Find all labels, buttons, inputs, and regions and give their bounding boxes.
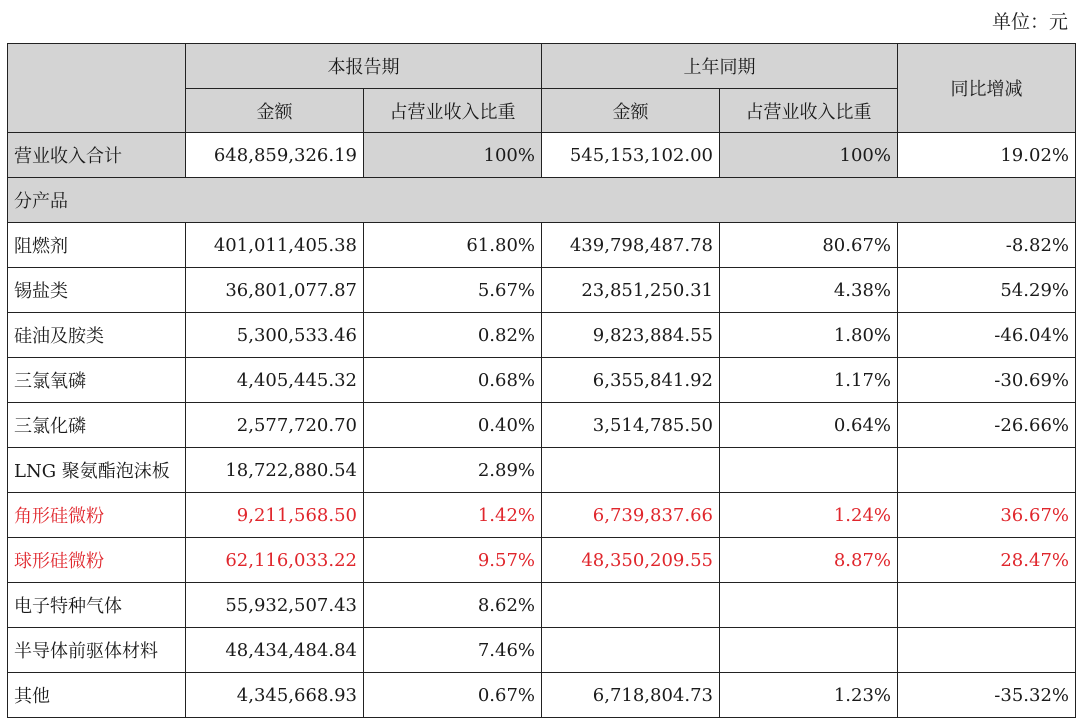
prior-amount: 439,798,487.78 (542, 223, 720, 268)
prior-amount: 23,851,250.31 (542, 268, 720, 313)
product-label: LNG 聚氨酯泡沫板 (8, 448, 186, 493)
yoy-change: -46.04% (898, 313, 1076, 358)
current-share: 0.82% (364, 313, 542, 358)
current-share: 61.80% (364, 223, 542, 268)
prior-share: 1.24% (720, 493, 898, 538)
table-row (8, 628, 1076, 673)
prior-share (720, 583, 898, 628)
current-amount: 18,722,880.54 (186, 448, 364, 493)
prior-share: 8.87% (720, 538, 898, 583)
prior-share: 1.80% (720, 313, 898, 358)
total-row (8, 133, 1076, 178)
current-share: 8.62% (364, 583, 542, 628)
table-row (8, 583, 1076, 628)
yoy-change: 28.47% (898, 538, 1076, 583)
table-row (8, 268, 1076, 313)
header-prior-share: 占营业收入比重 (720, 89, 898, 133)
current-amount: 55,932,507.43 (186, 583, 364, 628)
header-current-share: 占营业收入比重 (364, 89, 542, 133)
table-row (8, 538, 1076, 583)
current-share: 0.40% (364, 403, 542, 448)
product-label: 角形硅微粉 (8, 493, 186, 538)
table-row (8, 673, 1076, 718)
product-label: 硅油及胺类 (8, 313, 186, 358)
current-amount: 36,801,077.87 (186, 268, 364, 313)
product-label: 三氯化磷 (8, 403, 186, 448)
product-label: 锡盐类 (8, 268, 186, 313)
product-label: 三氯氧磷 (8, 358, 186, 403)
yoy-change (898, 628, 1076, 673)
current-share: 9.57% (364, 538, 542, 583)
product-label: 其他 (8, 673, 186, 718)
product-label: 阻燃剂 (8, 223, 186, 268)
yoy-change: -26.66% (898, 403, 1076, 448)
current-share: 0.68% (364, 358, 542, 403)
current-amount: 62,116,033.22 (186, 538, 364, 583)
current-share: 1.42% (364, 493, 542, 538)
total-prior-amount: 545,153,102.00 (542, 133, 720, 178)
current-share: 2.89% (364, 448, 542, 493)
product-label: 半导体前驱体材料 (8, 628, 186, 673)
total-current-amount: 648,859,326.19 (186, 133, 364, 178)
header-prior-amount: 金额 (542, 89, 720, 133)
current-amount: 4,405,445.32 (186, 358, 364, 403)
prior-amount: 6,739,837.66 (542, 493, 720, 538)
table-row (8, 358, 1076, 403)
section-row (8, 178, 1076, 223)
prior-amount: 6,355,841.92 (542, 358, 720, 403)
table-row (8, 313, 1076, 358)
product-label: 球形硅微粉 (8, 538, 186, 583)
prior-share (720, 628, 898, 673)
prior-share: 80.67% (720, 223, 898, 268)
prior-amount (542, 448, 720, 493)
yoy-change: -30.69% (898, 358, 1076, 403)
yoy-change (898, 583, 1076, 628)
prior-amount (542, 583, 720, 628)
product-label: 电子特种气体 (8, 583, 186, 628)
current-share: 5.67% (364, 268, 542, 313)
yoy-change: 54.29% (898, 268, 1076, 313)
prior-share: 0.64% (720, 403, 898, 448)
total-yoy: 19.02% (898, 133, 1076, 178)
yoy-change: 36.67% (898, 493, 1076, 538)
prior-amount: 9,823,884.55 (542, 313, 720, 358)
current-share: 0.67% (364, 673, 542, 718)
prior-amount (542, 628, 720, 673)
unit-label: 单位：元 (991, 11, 1068, 33)
header-corner-cell (8, 44, 186, 133)
header-current-period: 本报告期 (186, 44, 542, 89)
section-label: 分产品 (8, 178, 1076, 223)
yoy-change (898, 448, 1076, 493)
table-row (8, 403, 1076, 448)
table-row (8, 493, 1076, 538)
prior-share: 1.17% (720, 358, 898, 403)
table-row (8, 448, 1076, 493)
current-amount: 2,577,720.70 (186, 403, 364, 448)
prior-amount: 48,350,209.55 (542, 538, 720, 583)
header-yoy-change: 同比增减 (898, 44, 1076, 133)
yoy-change: -35.32% (898, 673, 1076, 718)
total-current-share: 100% (364, 133, 542, 178)
current-amount: 9,211,568.50 (186, 493, 364, 538)
prior-share: 4.38% (720, 268, 898, 313)
current-amount: 4,345,668.93 (186, 673, 364, 718)
revenue-composition-table (7, 43, 1076, 718)
current-amount: 401,011,405.38 (186, 223, 364, 268)
header-row-1 (8, 44, 1076, 89)
prior-amount: 3,514,785.50 (542, 403, 720, 448)
total-label: 营业收入合计 (8, 133, 186, 178)
header-current-amount: 金额 (186, 89, 364, 133)
prior-share: 1.23% (720, 673, 898, 718)
total-prior-share: 100% (720, 133, 898, 178)
yoy-change: -8.82% (898, 223, 1076, 268)
current-share: 7.46% (364, 628, 542, 673)
current-amount: 5,300,533.46 (186, 313, 364, 358)
header-prior-period: 上年同期 (542, 44, 898, 89)
table-row (8, 223, 1076, 268)
prior-share (720, 448, 898, 493)
prior-amount: 6,718,804.73 (542, 673, 720, 718)
current-amount: 48,434,484.84 (186, 628, 364, 673)
